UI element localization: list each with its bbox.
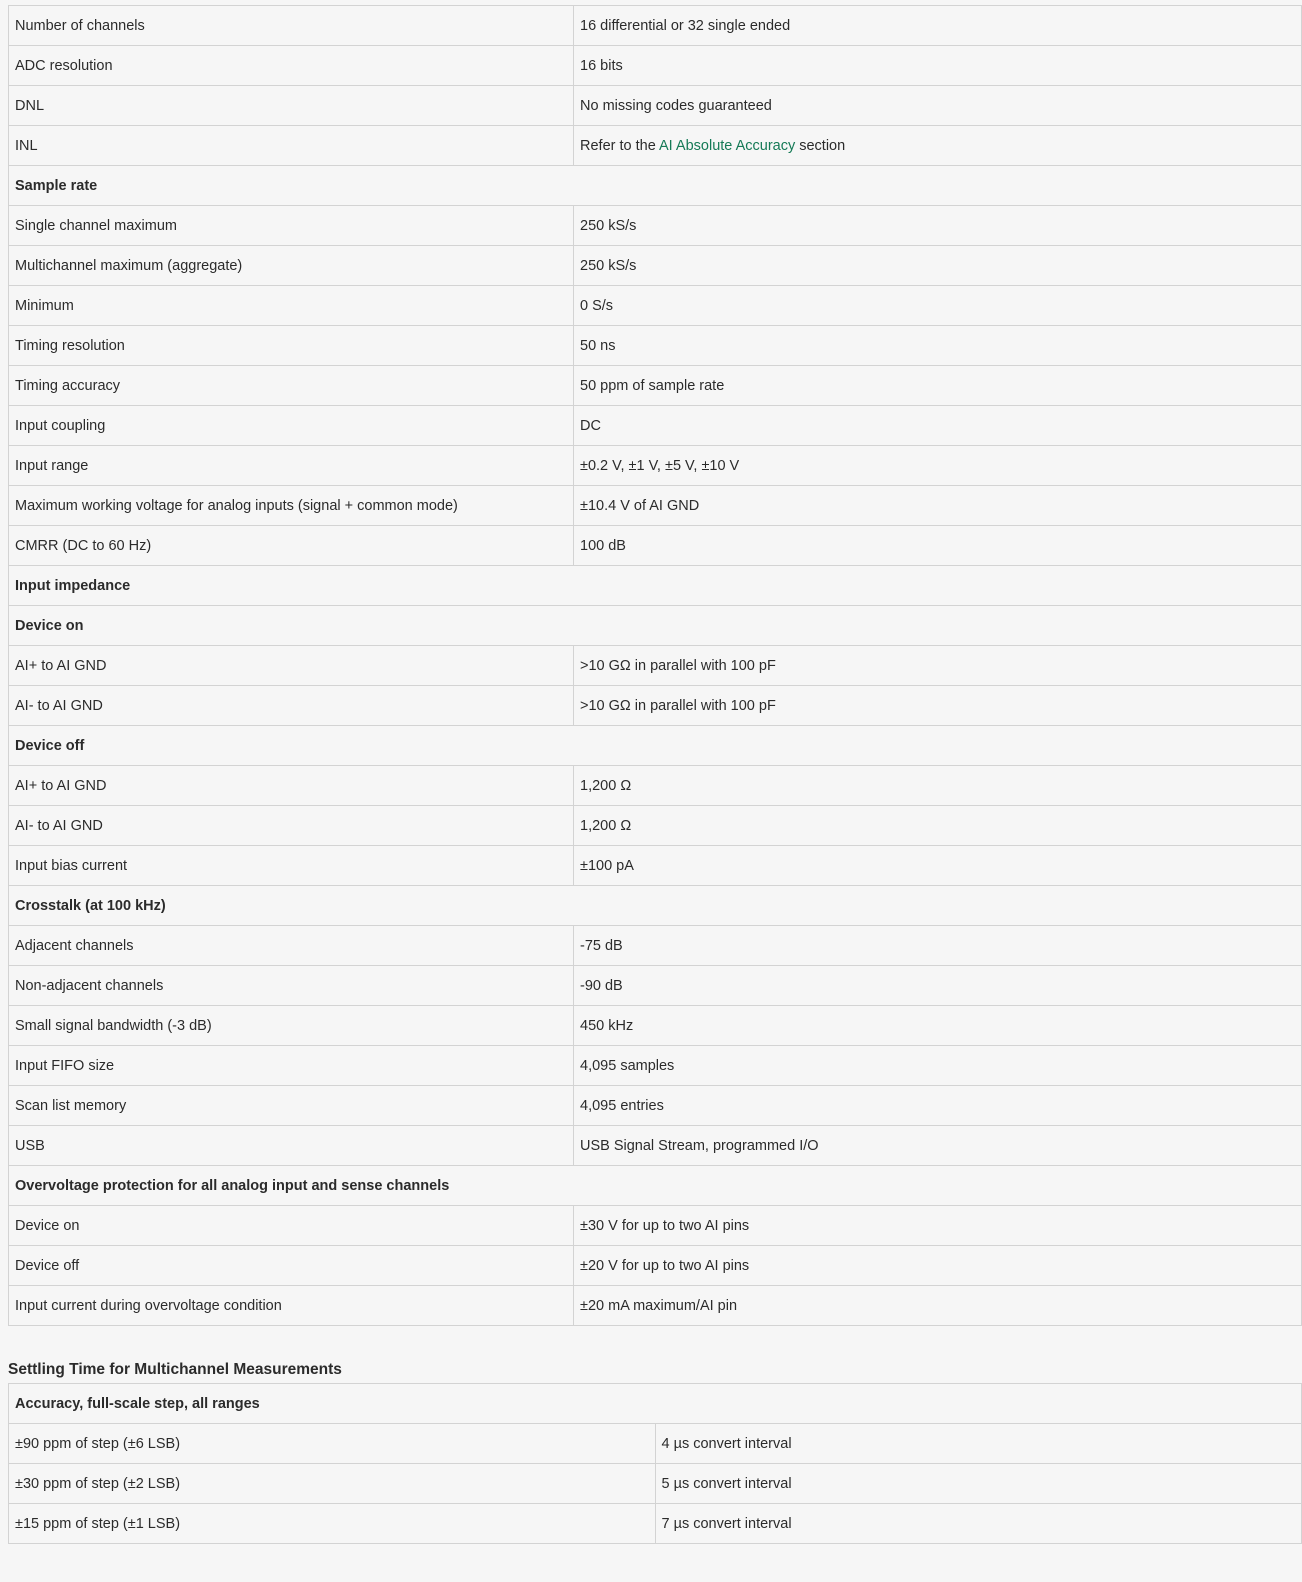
spec-label: Input coupling	[9, 406, 574, 446]
spec-label: Device on	[9, 1206, 574, 1246]
spec-value: USB Signal Stream, programmed I/O	[574, 1126, 1302, 1166]
table-row	[9, 846, 1302, 886]
table-row	[9, 1206, 1302, 1246]
table-row	[9, 1464, 1302, 1504]
spec-value: 50 ppm of sample rate	[574, 366, 1302, 406]
spec-label: Device off	[9, 1246, 574, 1286]
spec-label: Maximum working voltage for analog inputs (signal + common mode)	[9, 486, 574, 526]
spec-value: 0 S/s	[574, 286, 1302, 326]
spec-label: Minimum	[9, 286, 574, 326]
table-row	[9, 126, 1302, 166]
spec-label: Scan list memory	[9, 1086, 574, 1126]
spec-value: 4 µs convert interval	[655, 1424, 1302, 1464]
analog-input-spec-table	[8, 5, 1302, 1326]
spec-label: ±90 ppm of step (±6 LSB)	[9, 1424, 656, 1464]
spec-label: AI+ to AI GND	[9, 766, 574, 806]
table-row	[9, 1246, 1302, 1286]
spec-value: 7 µs convert interval	[655, 1504, 1302, 1544]
section-heading: Input impedance	[9, 566, 1302, 606]
spec-value: >10 GΩ in parallel with 100 pF	[574, 686, 1302, 726]
spec-value: 5 µs convert interval	[655, 1464, 1302, 1504]
table-row	[9, 326, 1302, 366]
section-heading-row	[9, 166, 1302, 206]
spec-label: Adjacent channels	[9, 926, 574, 966]
spec-label: Non-adjacent channels	[9, 966, 574, 1006]
spec-label: Multichannel maximum (aggregate)	[9, 246, 574, 286]
spec-value: No missing codes guaranteed	[574, 86, 1302, 126]
spec-value: ±10.4 V of AI GND	[574, 486, 1302, 526]
section-heading-row	[9, 566, 1302, 606]
spec-value: DC	[574, 406, 1302, 446]
table-row	[9, 1504, 1302, 1544]
table-row	[9, 286, 1302, 326]
table-row	[9, 646, 1302, 686]
table-row	[9, 6, 1302, 46]
spec-label: Number of channels	[9, 6, 574, 46]
table-row	[9, 406, 1302, 446]
table-row	[9, 1086, 1302, 1126]
table-row	[9, 966, 1302, 1006]
section-heading-row	[9, 726, 1302, 766]
spec-label: DNL	[9, 86, 574, 126]
spec-value: 250 kS/s	[574, 246, 1302, 286]
table-row	[9, 526, 1302, 566]
spec-value: 100 dB	[574, 526, 1302, 566]
table-row	[9, 1046, 1302, 1086]
section-heading-row	[9, 886, 1302, 926]
spec-value: 4,095 samples	[574, 1046, 1302, 1086]
spec-value: 50 ns	[574, 326, 1302, 366]
spec-label: AI- to AI GND	[9, 806, 574, 846]
spec-value: -75 dB	[574, 926, 1302, 966]
table-row	[9, 1286, 1302, 1326]
section-heading: Overvoltage protection for all analog input and sense channels	[9, 1166, 1302, 1206]
section-heading-row	[9, 1166, 1302, 1206]
spec-label: AI- to AI GND	[9, 686, 574, 726]
spec-label: Timing resolution	[9, 326, 574, 366]
table-row	[9, 766, 1302, 806]
spec-value: ±30 V for up to two AI pins	[574, 1206, 1302, 1246]
section-heading-row	[9, 606, 1302, 646]
spec-value: >10 GΩ in parallel with 100 pF	[574, 646, 1302, 686]
spec-value: ±20 V for up to two AI pins	[574, 1246, 1302, 1286]
spec-label: Input current during overvoltage condition	[9, 1286, 574, 1326]
spec-value	[574, 126, 1302, 166]
spec-label: Input bias current	[9, 846, 574, 886]
spec-label: Timing accuracy	[9, 366, 574, 406]
table-row	[9, 1126, 1302, 1166]
spec-label: Small signal bandwidth (-3 dB)	[9, 1006, 574, 1046]
spec-label: Input FIFO size	[9, 1046, 574, 1086]
table-row	[9, 686, 1302, 726]
section-heading-row	[9, 1384, 1302, 1424]
table-row	[9, 926, 1302, 966]
settling-time-table	[8, 1383, 1302, 1544]
spec-label: ±30 ppm of step (±2 LSB)	[9, 1464, 656, 1504]
table-row	[9, 1006, 1302, 1046]
settling-time-title: Settling Time for Multichannel Measurements	[8, 1361, 342, 1378]
spec-value: -90 dB	[574, 966, 1302, 1006]
spec-value: 1,200 Ω	[574, 806, 1302, 846]
spec-value: 1,200 Ω	[574, 766, 1302, 806]
spec-value: 4,095 entries	[574, 1086, 1302, 1126]
spec-label: AI+ to AI GND	[9, 646, 574, 686]
value-prefix: Refer to the	[580, 137, 659, 154]
spec-label: ±15 ppm of step (±1 LSB)	[9, 1504, 656, 1544]
spec-label: ADC resolution	[9, 46, 574, 86]
spec-label: Input range	[9, 446, 574, 486]
table-row	[9, 86, 1302, 126]
spec-value: 16 differential or 32 single ended	[574, 6, 1302, 46]
table-row	[9, 486, 1302, 526]
section-heading: Device on	[9, 606, 1302, 646]
section-heading: Device off	[9, 726, 1302, 766]
section-heading: Sample rate	[9, 166, 1302, 206]
spec-value: ±20 mA maximum/AI pin	[574, 1286, 1302, 1326]
table-row	[9, 366, 1302, 406]
ai-absolute-accuracy-link[interactable]: AI Absolute Accuracy	[659, 137, 796, 154]
table-row	[9, 806, 1302, 846]
spec-value: 16 bits	[574, 46, 1302, 86]
section-heading: Crosstalk (at 100 kHz)	[9, 886, 1302, 926]
spec-label: INL	[9, 126, 574, 166]
value-suffix: section	[795, 137, 846, 154]
table-row	[9, 446, 1302, 486]
spec-label: CMRR (DC to 60 Hz)	[9, 526, 574, 566]
table-row	[9, 246, 1302, 286]
spec-value: ±100 pA	[574, 846, 1302, 886]
section-heading: Accuracy, full-scale step, all ranges	[9, 1384, 1302, 1424]
spec-value: 250 kS/s	[574, 206, 1302, 246]
table-row	[9, 46, 1302, 86]
table-row	[9, 1424, 1302, 1464]
spec-value: 450 kHz	[574, 1006, 1302, 1046]
spec-value: ±0.2 V, ±1 V, ±5 V, ±10 V	[574, 446, 1302, 486]
spec-label: USB	[9, 1126, 574, 1166]
table-row	[9, 206, 1302, 246]
spec-label: Single channel maximum	[9, 206, 574, 246]
